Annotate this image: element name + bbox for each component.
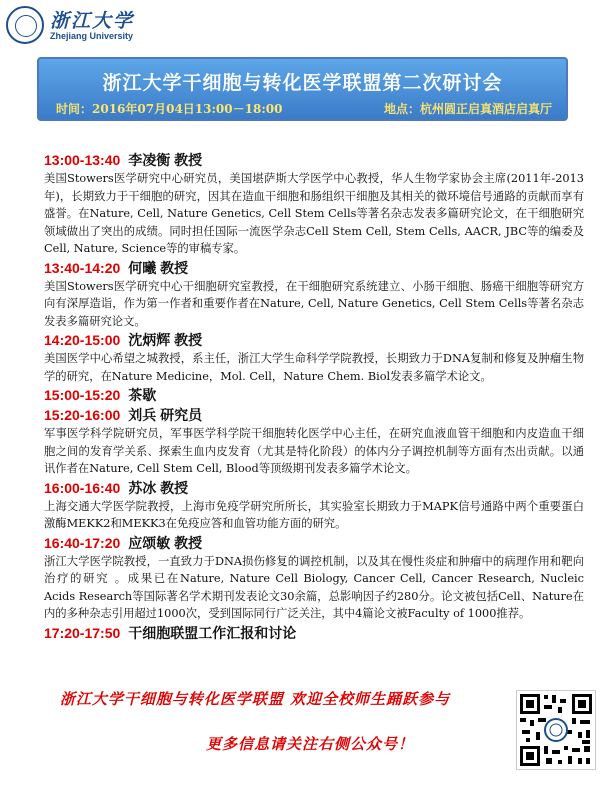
session-bio: 美国Stowers医学研究中心研究员，美国堪萨斯大学医学中心教授，华人生物学家协会主席(2011年-2013年)，长期致力于干细胞的研究，因其在造血干细胞和肠组织干细胞及其相关的微环境信号通路的贡献而享有盛誉。在Nature, Cell, Nature Genetics, Cell Stem Cells等著名杂志发表多篇研究论文，在干细胞研究领域做出了突出的成绩。同时担任国际一流医学杂志Cell Stem Cell, Stem Cells, AACR, JBC等的编委及Cell, Nature, Science等的审稿专家。 <box>44 172 584 255</box>
session-time: 14:20-15:00 <box>44 332 121 348</box>
session-speaker: 茶歇 <box>128 387 157 403</box>
logo-english-name: Zhejiang University <box>50 31 134 41</box>
session-bio: 美国医学中心希望之城教授，系主任，浙江大学生命科学学院教授，长期致力于DNA复制和修复及肿瘤生物学的研究，在Nature Medicine，Mol. Cell，Nature Chem. Biol发表多篇学术论文。 <box>44 352 584 383</box>
schedule <box>44 150 584 643</box>
session-speaker: 李凌衡 教授 <box>128 152 203 168</box>
logo-chinese-name: 浙江大学 <box>50 10 135 32</box>
event-time: 时间：2016年07月04日13:00－18:00 <box>56 102 283 116</box>
session-time: 16:40-17:20 <box>44 534 121 551</box>
event-title: 浙江大学干细胞与转化医学联盟第二次研讨会 <box>102 72 503 94</box>
session-time: 17:20-17:50 <box>44 624 121 641</box>
session-item <box>44 150 584 258</box>
session-time: 13:40-14:20 <box>44 259 121 276</box>
session-time: 15:20-16:00 <box>44 407 121 423</box>
session-speaker: 沈炳辉 教授 <box>128 332 203 348</box>
session-speaker: 应颂敏 教授 <box>128 534 203 551</box>
session-time: 16:00-16:40 <box>44 479 121 496</box>
session-item <box>44 533 584 623</box>
qr-code-icon <box>516 690 596 770</box>
session-bio: 浙江大学医学院教授，一直致力于DNA损伤修复的调控机制，以及其在慢性炎症和肿瘤中的病理作用和靶向治疗的研究 。成果已在Nature, Nature Cell Biology, Cancer Cell, Cancer Research, Nucleic Acids Research等国际著名学术期刊发表论文30余篇，总影响因子约280分。论文被包括Cell、Nature在内的多种杂志引用超过1000次，受到国际同行广泛关注，其中4篇论文被Faculty of 1000推荐。 <box>44 554 584 620</box>
session-item <box>44 405 584 478</box>
event-banner <box>37 57 568 121</box>
invitation-text: 浙江大学干细胞与转化医学联盟 欢迎全校师生踊跃参与 <box>59 690 451 708</box>
session-speaker: 苏冰 教授 <box>128 479 189 496</box>
university-logo <box>6 6 166 46</box>
session-item <box>44 258 584 331</box>
session-bio: 美国Stowers医学研究中心干细胞研究室教授，在干细胞研究系统建立、小肠干细胞、肠癌干细胞等研究方向有深厚造诣，作为第一作者和重要作者在Nature, Cell, Nature Genetics, Cell Stem Cells等著名杂志发表多篇研究论文。 <box>44 279 584 328</box>
event-location: 地点：杭州圆正启真酒店启真厅 <box>383 102 552 116</box>
session-item <box>44 385 584 405</box>
session-speaker: 何曦 教授 <box>128 259 189 276</box>
session-time: 13:00-13:40 <box>44 152 121 168</box>
session-bio: 军事医学科学院研究员，军事医学科学院干细胞转化医学中心主任，在研究血液血管干细胞和内皮造血干细胞之间的发育学关系、探索生血内皮发育（尤其是特化阶段）的体内分子调控机制等方面有杰出贡献。以通讯作者在Nature, Cell Stem Cell, Blood等顶级期刊发表多篇学术论文。 <box>44 427 584 475</box>
session-speaker: 刘兵 研究员 <box>128 407 203 423</box>
session-item <box>44 330 584 385</box>
session-item <box>44 478 584 533</box>
university-seal-icon <box>6 6 44 44</box>
session-time: 15:00-15:20 <box>44 387 121 403</box>
session-bio: 上海交通大学医学院教授，上海市免疫学研究所所长，其实验室长期致力于MAPK信号通路中两个重要蛋白激酶MEKK2和MEKK3在免疫应答和血管功能方面的研究。 <box>44 499 584 530</box>
session-item <box>44 623 584 643</box>
session-speaker: 干细胞联盟工作汇报和讨论 <box>128 624 297 641</box>
follow-prompt: 更多信息请关注右侧公众号！ <box>205 735 414 753</box>
